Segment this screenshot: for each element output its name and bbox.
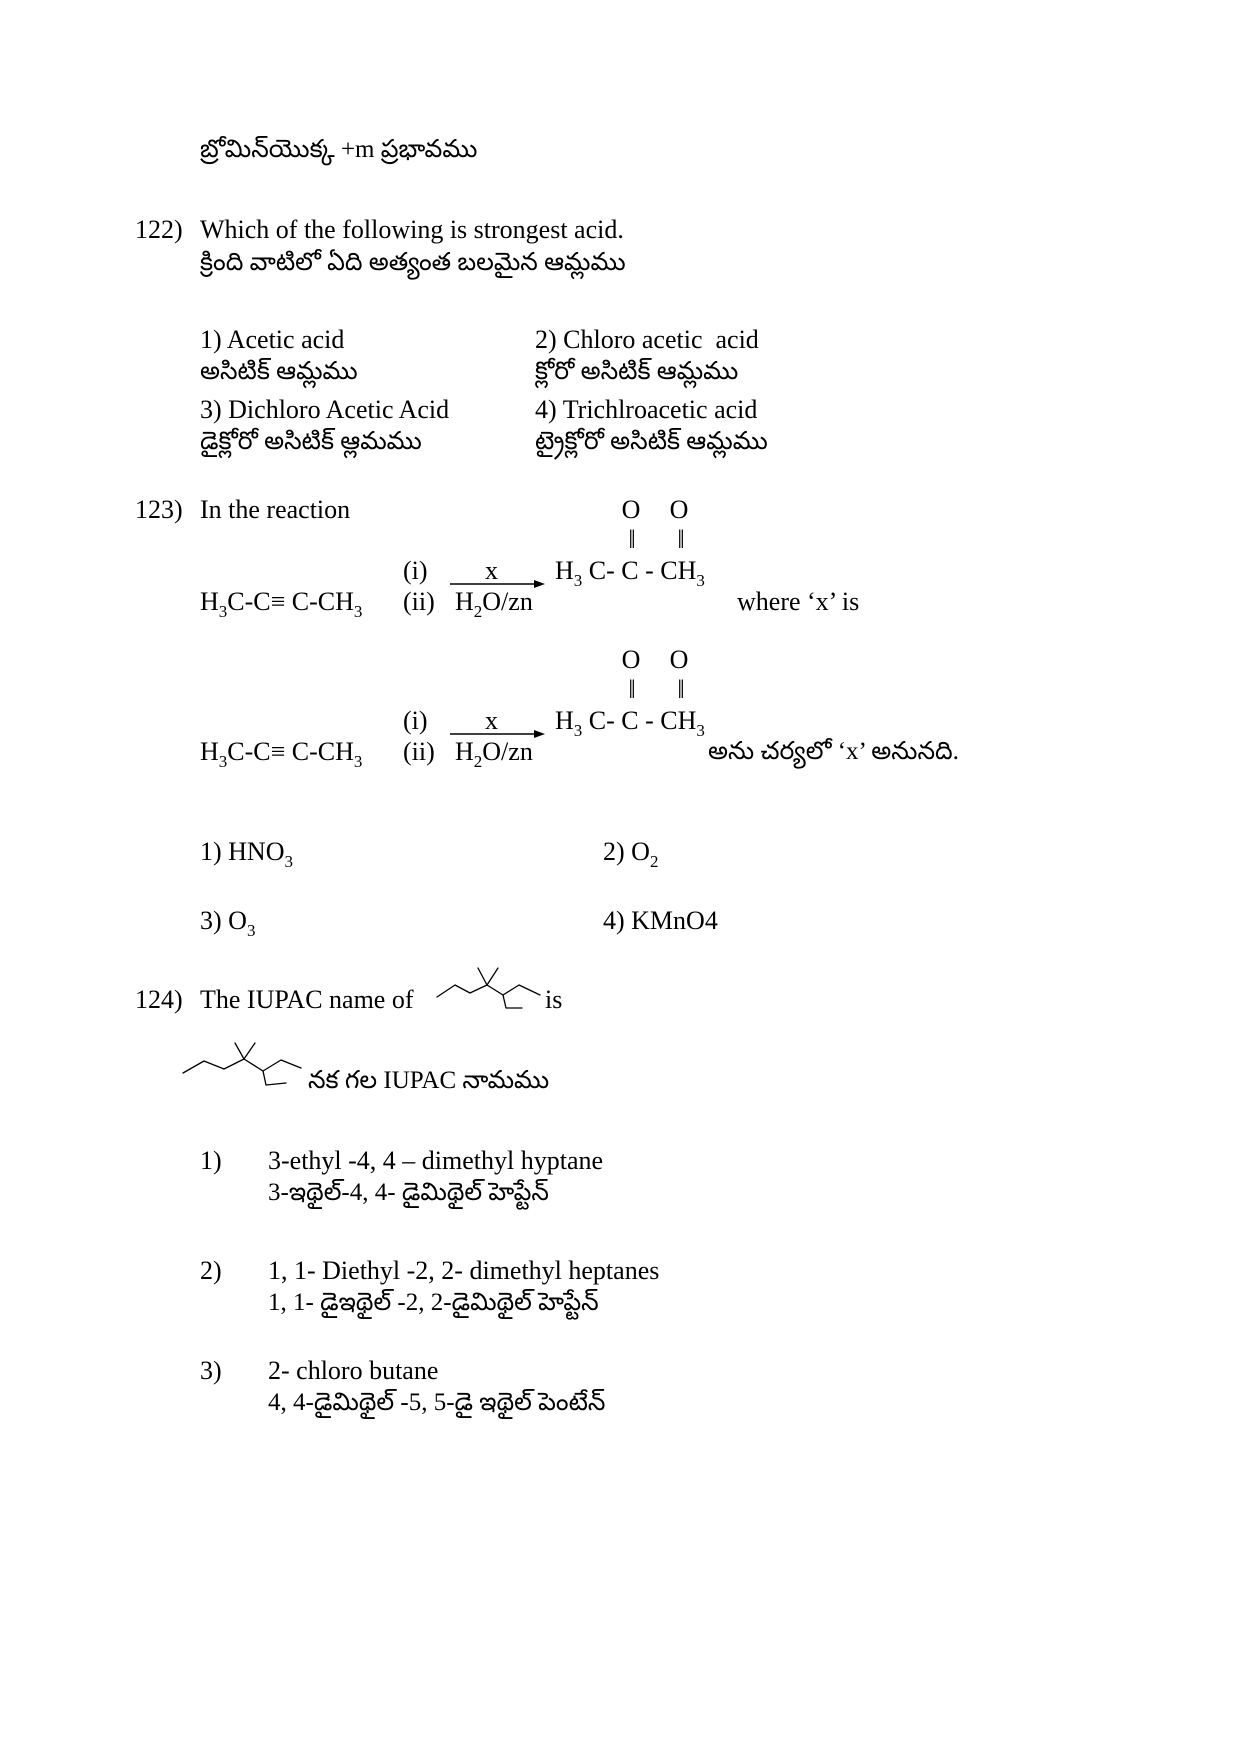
reaction-reagent: x: [485, 556, 498, 585]
formula-subscript: 3: [573, 571, 583, 590]
question-124-option-1-te: 3-ఇథైల్-4, 4- డైమిథైల్ హెప్టేన్: [268, 1179, 549, 1206]
formula-part: H: [455, 587, 474, 616]
carbonyl-oxygen: O: [669, 495, 689, 524]
question-124-option-2-en: 1, 1- Diethyl -2, 2- dimethyl heptanes: [268, 1256, 660, 1285]
reaction-product: [555, 706, 705, 739]
question-124-text-en: The IUPAC name of: [200, 985, 414, 1014]
ethyl-bonds: [263, 1071, 286, 1085]
question-122-option-3-te: డైక్లోరో అసిటిక్ ఆ్లమము: [200, 428, 422, 455]
header-note: బ్రోమిన్‌యొక్క +m ప్రభావము: [200, 136, 478, 163]
double-bond: ‖: [628, 675, 636, 704]
question-122-option-1-en: 1) Acetic acid: [200, 325, 345, 354]
question-124-option-3-number: 3): [200, 1356, 222, 1385]
formula-part: H: [455, 737, 474, 766]
formula-part: H: [200, 737, 219, 766]
formula-part: H: [555, 706, 574, 735]
formula-part: H: [200, 587, 219, 616]
question-124-option-1-en: 3-ethyl -4, 4 – dimethyl hyptane: [268, 1146, 604, 1175]
option-text: 2) O: [603, 837, 650, 866]
question-124-number: 124): [135, 985, 183, 1014]
question-124-option-3-te: 4, 4-డైమిథైల్ -5, 5-డై ఇథైల్ పెంటేన్: [268, 1389, 606, 1416]
question-122-option-3-en: 3) Dichloro Acetic Acid: [200, 395, 450, 424]
option-text: 3) O: [200, 906, 247, 935]
question-123-option-1: [200, 837, 293, 870]
double-bond: ‖: [628, 525, 636, 554]
question-122-option-4-te: ట్రైక్లోరో అసిటిక్ ఆమ్లము: [535, 428, 768, 455]
question-123-text-en: In the reaction: [200, 495, 351, 524]
methyl-bond: [244, 1043, 255, 1059]
formula-subscript: 3: [246, 921, 256, 940]
question-122-number: 122): [135, 215, 183, 244]
reaction-step-1: (i): [403, 556, 428, 585]
carbonyl-oxygen: O: [621, 495, 641, 524]
formula-part: C- C - CH: [582, 706, 697, 735]
formula-part: C- C - CH: [582, 556, 697, 585]
chain-bonds: [503, 985, 540, 995]
main-chain-bonds: [183, 1059, 263, 1073]
question-123-number: 123): [135, 495, 183, 524]
formula-subscript: 2: [473, 602, 483, 621]
question-122-option-2-en: 2) Chloro acetic acid: [535, 325, 759, 354]
methyl-bond: [235, 1043, 244, 1059]
formula-subscript: 3: [353, 602, 363, 621]
formula-part: C-C≡ C-CH: [227, 737, 354, 766]
formula-subscript: 3: [218, 602, 228, 621]
formula-subscript: 3: [573, 721, 583, 740]
methyl-bond: [487, 968, 498, 985]
question-123-option-4: 4) KMnO4: [603, 906, 718, 935]
reaction-product: [555, 556, 705, 589]
carbonyl-oxygen: O: [669, 645, 689, 674]
question-123-option-2: [603, 837, 658, 870]
main-chain-bonds: [437, 985, 503, 997]
question-122-text-te: క్రింది వాటిలో ఏది అత్యంత బలమైన ఆమ్లము: [200, 249, 626, 276]
question-122-text-en: Which of the following is strongest acid.: [200, 215, 624, 244]
formula-subscript: 2: [649, 852, 659, 871]
double-bond: ‖: [677, 525, 685, 554]
chain-bonds: [263, 1060, 301, 1071]
question-123-tail-en: where ‘x’ is: [737, 587, 860, 616]
reaction-reagent: x: [485, 706, 498, 735]
formula-subscript: 3: [284, 852, 293, 871]
question-124-text-en-after: is: [545, 985, 563, 1014]
formula-part: H: [555, 556, 574, 585]
double-bond: ‖: [677, 675, 685, 704]
question-124-option-2-te: 1, 1- డైఇథైల్ -2, 2-డైమిథైల్ హెప్టేన్: [268, 1289, 599, 1316]
reaction-workup: [455, 737, 533, 770]
arrow-head: [534, 580, 545, 588]
reaction-reactant: [200, 587, 362, 620]
skeletal-structure: [180, 1040, 305, 1095]
question-124-option-2-number: 2): [200, 1256, 222, 1285]
reaction-step-2: (ii): [403, 737, 435, 766]
carbonyl-oxygen: O: [621, 645, 641, 674]
question-124-option-1-number: 1): [200, 1146, 222, 1175]
skeletal-structure: [434, 965, 544, 1015]
formula-part: O/zn: [482, 737, 533, 766]
reaction-workup: [455, 587, 533, 620]
reaction-step-1: (i): [403, 706, 428, 735]
question-124-option-3-en: 2- chloro butane: [268, 1356, 439, 1385]
formula-subscript: 3: [696, 571, 705, 590]
question-123-option-3: [200, 906, 255, 939]
question-122-option-4-en: 4) Trichlroacetic acid: [535, 395, 758, 424]
formula-subscript: 2: [473, 752, 483, 771]
formula-part: C-C≡ C-CH: [227, 587, 354, 616]
reaction-step-2: (ii): [403, 587, 435, 616]
question-123-tail-te: అను చర్యలో ‘x’ అనునది.: [708, 738, 959, 765]
formula-subscript: 3: [696, 721, 705, 740]
question-122-option-1-te: అసిటిక్ ఆమ్లము: [200, 358, 358, 385]
question-124-text-te: నక గల IUPAC నామము: [308, 1067, 550, 1094]
formula-part: O/zn: [482, 587, 533, 616]
methyl-bond: [478, 968, 487, 985]
option-text: 1) HNO: [200, 837, 285, 866]
reaction-reactant: [200, 737, 362, 770]
formula-subscript: 3: [218, 752, 228, 771]
arrow-head: [534, 730, 545, 738]
ethyl-bonds: [503, 995, 522, 1008]
formula-subscript: 3: [353, 752, 363, 771]
question-122-option-2-te: క్లోరో అసిటిక్ ఆమ్లము: [535, 358, 739, 385]
